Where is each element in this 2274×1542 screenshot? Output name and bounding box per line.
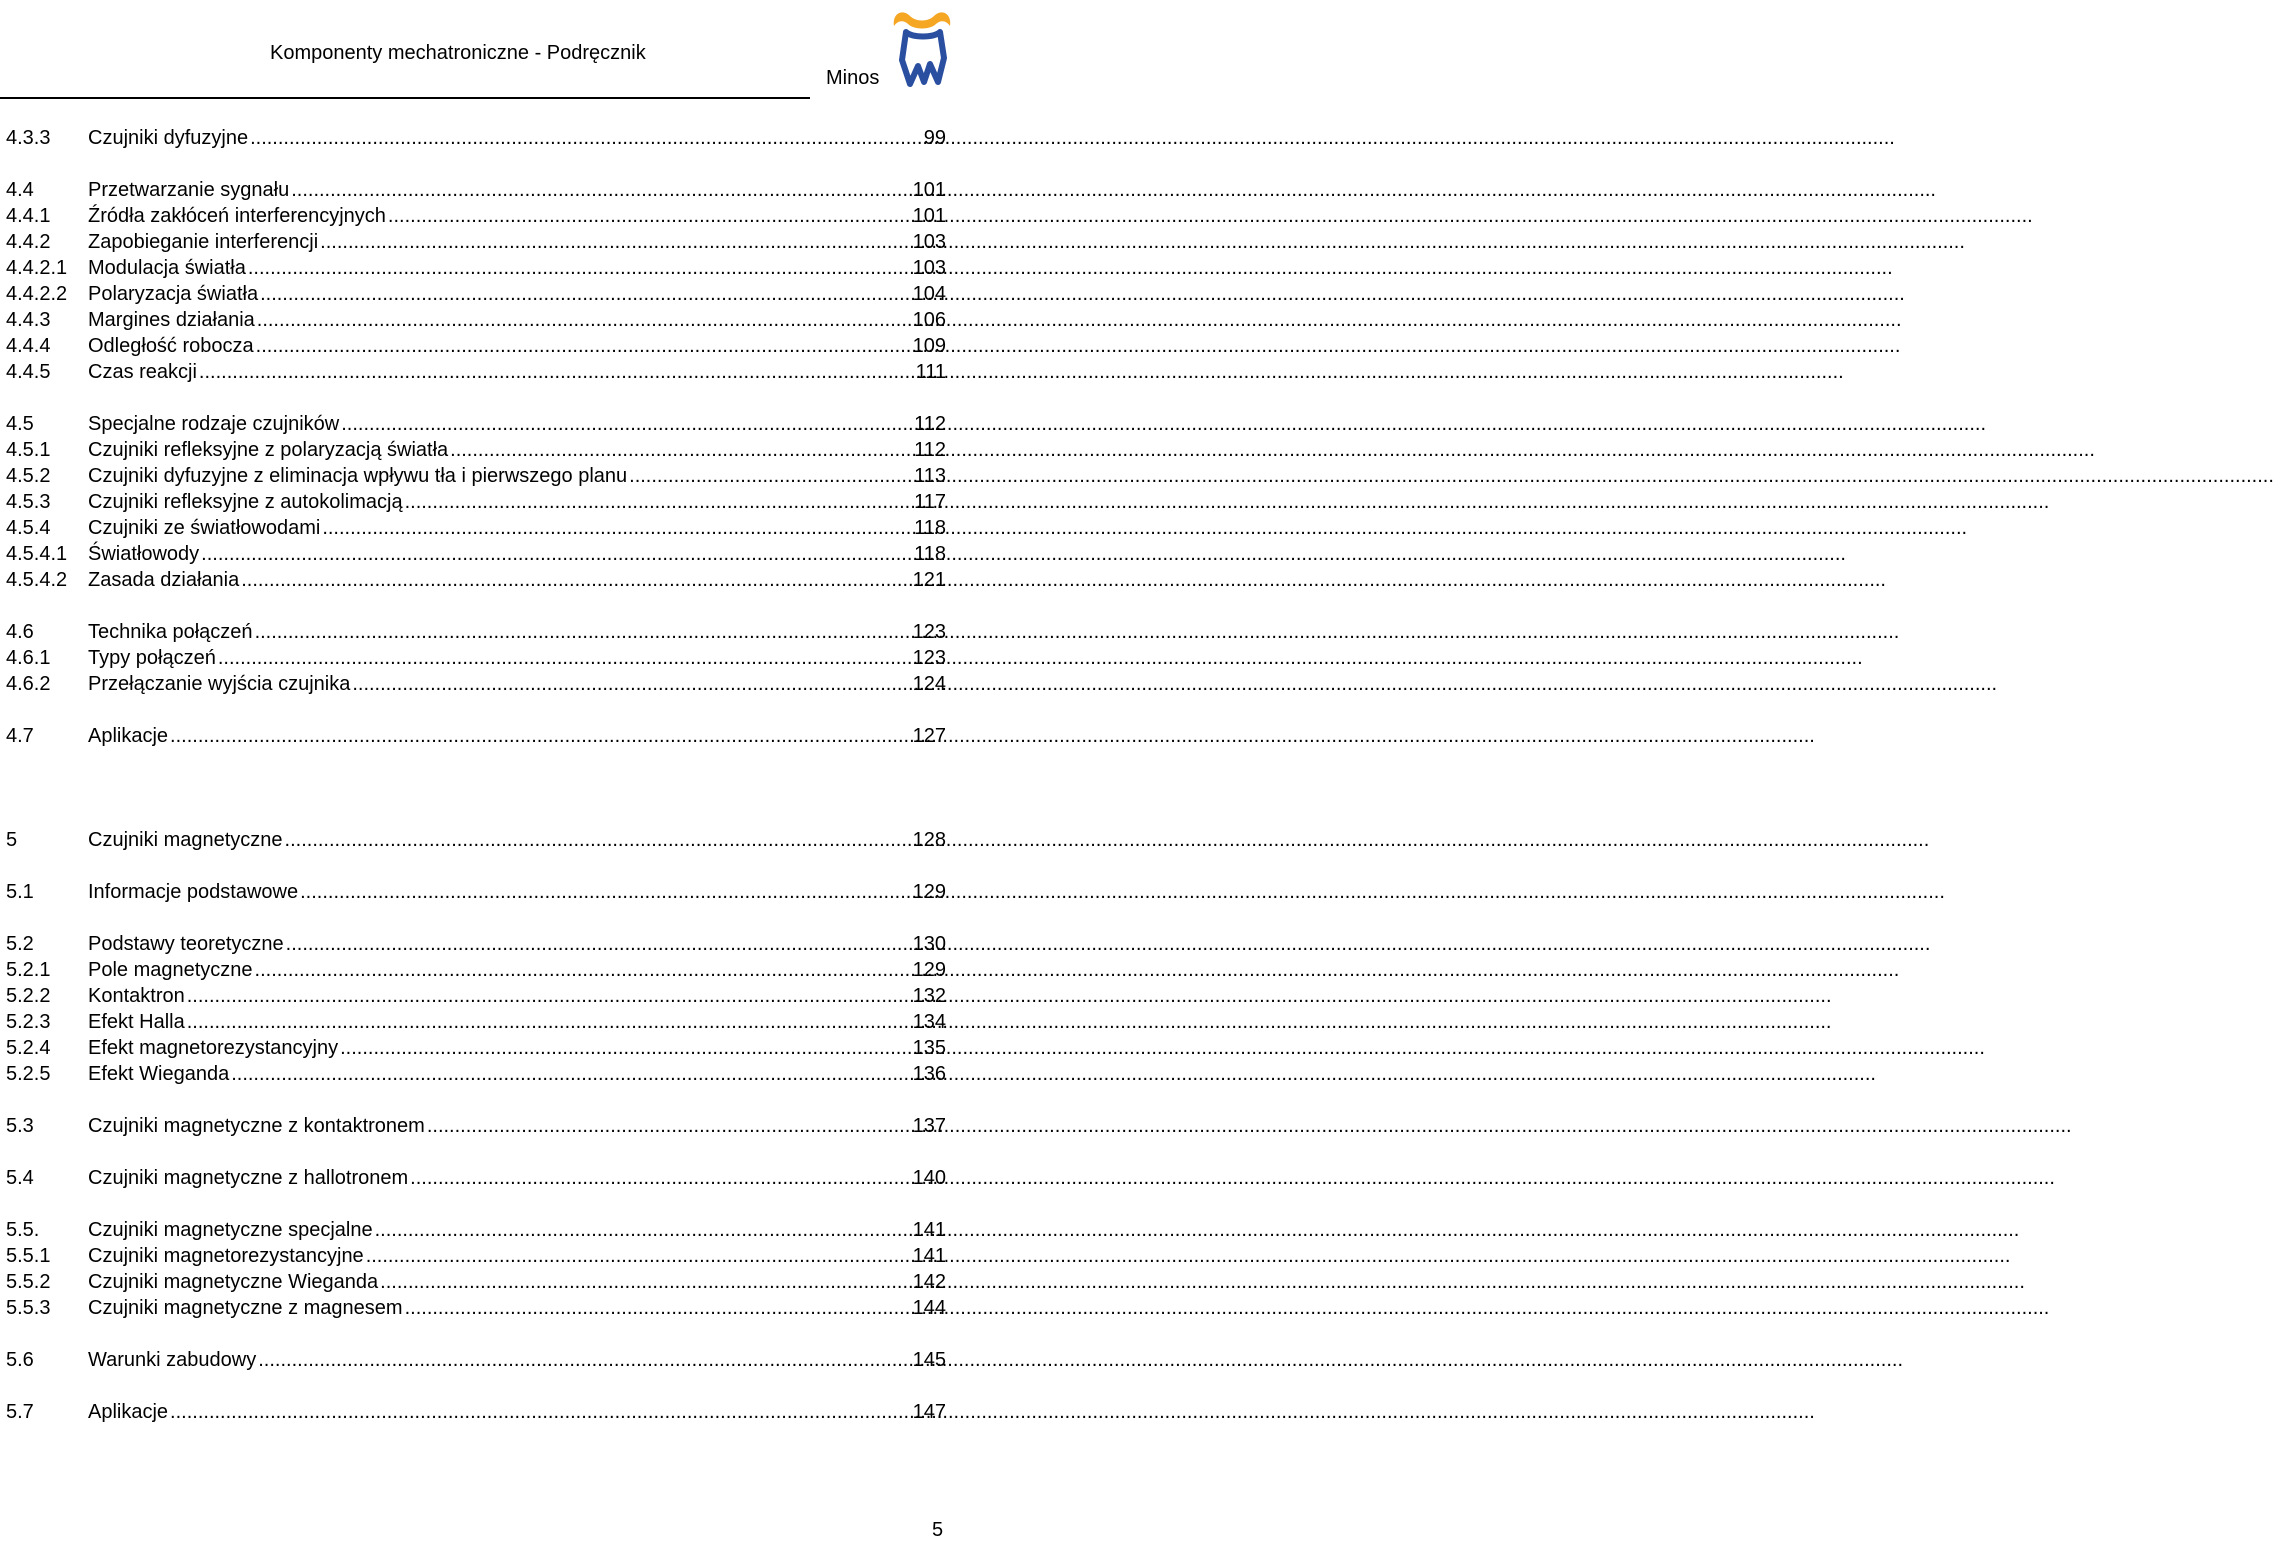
toc-dot-leader bbox=[254, 333, 909, 359]
minos-bull-logo-icon bbox=[888, 4, 956, 90]
toc-entry[interactable] bbox=[6, 619, 946, 645]
toc-entry-page: 103 bbox=[912, 257, 946, 279]
toc-dot-leader bbox=[199, 541, 910, 567]
toc-entry-page: 137 bbox=[912, 1115, 946, 1137]
toc-entry[interactable] bbox=[6, 333, 946, 359]
brand-name: Minos bbox=[826, 67, 880, 89]
toc-entry-number: 4.4.5 bbox=[6, 361, 51, 383]
toc-entry-title: Margines działania bbox=[88, 309, 255, 331]
toc-dot-leader bbox=[408, 1165, 908, 1191]
toc-entry-page: 128 bbox=[912, 829, 946, 851]
toc-entry[interactable] bbox=[6, 307, 946, 333]
toc-dot-leader bbox=[229, 1061, 908, 1087]
toc-entry[interactable] bbox=[6, 957, 946, 983]
toc-entry-number: 4.5.4.2 bbox=[6, 569, 68, 591]
toc-entry[interactable] bbox=[6, 1295, 946, 1321]
toc-entry-title: Czujniki magnetorezystancyjne bbox=[88, 1245, 364, 1267]
toc-entry[interactable] bbox=[6, 489, 946, 515]
toc-entry-number: 4.4.2 bbox=[6, 231, 51, 253]
toc-dot-leader bbox=[284, 931, 909, 957]
toc-entry[interactable] bbox=[6, 1269, 946, 1295]
toc-entry-number: 4.4.2.2 bbox=[6, 283, 68, 305]
toc-entry[interactable] bbox=[6, 463, 946, 489]
toc-entry-title: Kontaktron bbox=[88, 985, 185, 1007]
toc-entry-number: 5.5.3 bbox=[6, 1297, 51, 1319]
toc-entry-page: 124 bbox=[912, 673, 946, 695]
toc-entry-number: 5.3 bbox=[6, 1115, 34, 1137]
toc-entry-page: 117 bbox=[914, 491, 946, 513]
toc-dot-leader bbox=[168, 1399, 909, 1425]
toc-entry-title: Światłowody bbox=[88, 543, 200, 565]
toc-entry-page: 109 bbox=[912, 335, 946, 357]
toc-dot-leader bbox=[403, 1295, 909, 1321]
toc-entry[interactable] bbox=[6, 1347, 946, 1373]
toc-entry[interactable] bbox=[6, 229, 946, 255]
toc-entry-title: Zasada działania bbox=[88, 569, 240, 591]
toc-entry-page: 141 bbox=[912, 1219, 946, 1241]
toc-dot-leader bbox=[298, 879, 909, 905]
toc-entry-page: 144 bbox=[912, 1297, 946, 1319]
toc-entry-title: Efekt magnetorezystancyjny bbox=[88, 1037, 339, 1059]
toc-entry-page: 140 bbox=[912, 1167, 946, 1189]
toc-dot-leader bbox=[246, 255, 909, 281]
toc-entry-page: 136 bbox=[912, 1063, 946, 1085]
toc-entry[interactable] bbox=[6, 281, 946, 307]
toc-entry-number: 4.5.4 bbox=[6, 517, 51, 539]
toc-entry-title: Czas reakcji bbox=[88, 361, 197, 383]
toc-entry-number: 5.2.4 bbox=[6, 1037, 51, 1059]
toc-entry-title: Pole magnetyczne bbox=[88, 959, 253, 981]
toc-entry-page: 112 bbox=[914, 439, 946, 461]
toc-entry-number: 5.5. bbox=[6, 1219, 40, 1241]
toc-dot-leader bbox=[320, 515, 910, 541]
toc-entry-page: 103 bbox=[912, 231, 946, 253]
toc-entry-number: 4.4.3 bbox=[6, 309, 51, 331]
toc-entry-number: 4.5.2 bbox=[6, 465, 51, 487]
toc-dot-leader bbox=[318, 229, 908, 255]
toc-entry-title: Aplikacje bbox=[88, 725, 169, 747]
toc-entry-number: 5.5.2 bbox=[6, 1271, 51, 1293]
toc-dot-leader bbox=[283, 827, 909, 853]
toc-entry-number: 4.6.2 bbox=[6, 673, 51, 695]
toc-entry-page: 147 bbox=[912, 1401, 946, 1423]
toc-entry-page: 118 bbox=[914, 543, 946, 565]
toc-entry[interactable] bbox=[6, 645, 946, 671]
toc-entry-number: 5 bbox=[6, 829, 18, 851]
toc-dot-leader bbox=[185, 983, 909, 1009]
toc-entry[interactable] bbox=[6, 1399, 946, 1425]
toc-entry-title: Czujniki magnetyczne bbox=[88, 829, 283, 851]
toc-entry-title: Czujniki dyfuzyjne z eliminacja wpływu tła i pierwszego planu bbox=[88, 465, 628, 487]
toc-entry[interactable] bbox=[6, 1113, 946, 1139]
toc-dot-leader bbox=[185, 1009, 909, 1035]
toc-entry-number: 4.4.2.1 bbox=[6, 257, 68, 279]
toc-entry[interactable] bbox=[6, 411, 946, 437]
toc-entry-title: Przetwarzanie sygnału bbox=[88, 179, 290, 201]
toc-entry[interactable] bbox=[6, 1035, 946, 1061]
toc-dot-leader bbox=[216, 645, 909, 671]
toc-entry-number: 5.2 bbox=[6, 933, 34, 955]
toc-entry-title: Czujniki magnetyczne z kontaktronem bbox=[88, 1115, 425, 1137]
toc-dot-leader bbox=[253, 957, 909, 983]
page-number: 5 bbox=[932, 1519, 944, 1541]
toc-entry-page: 113 bbox=[914, 465, 946, 487]
toc-entry-title: Czujniki dyfuzyjne bbox=[88, 127, 249, 149]
toc-entry-title: Przełączanie wyjścia czujnika bbox=[88, 673, 351, 695]
toc-entry-number: 4.4.1 bbox=[6, 205, 51, 227]
toc-entry-page: 106 bbox=[912, 309, 946, 331]
toc-entry[interactable] bbox=[6, 983, 946, 1009]
toc-entry[interactable] bbox=[6, 1243, 946, 1269]
toc-entry-page: 123 bbox=[912, 621, 946, 643]
toc-dot-leader bbox=[448, 437, 910, 463]
toc-entry-title: Modulacja światła bbox=[88, 257, 246, 279]
toc-entry-title: Czujniki refleksyjne z autokolimacją bbox=[88, 491, 403, 513]
toc-entry-number: 5.6 bbox=[6, 1349, 34, 1371]
toc-entry-number: 4.4 bbox=[6, 179, 34, 201]
toc-entry-page: 134 bbox=[912, 1011, 946, 1033]
toc-entry[interactable] bbox=[6, 879, 946, 905]
toc-entry-title: Zapobieganie interferencji bbox=[88, 231, 319, 253]
toc-entry-number: 4.6.1 bbox=[6, 647, 51, 669]
toc-entry-number: 4.6 bbox=[6, 621, 34, 643]
toc-entry-page: 112 bbox=[914, 413, 946, 435]
toc-entry-title: Polaryzacja światła bbox=[88, 283, 259, 305]
toc-entry[interactable] bbox=[6, 723, 946, 749]
toc-entry-number: 4.5 bbox=[6, 413, 34, 435]
toc-entry-page: 130 bbox=[912, 933, 946, 955]
toc-entry[interactable] bbox=[6, 255, 946, 281]
toc-entry-page: 118 bbox=[914, 517, 946, 539]
toc-entry[interactable] bbox=[6, 931, 946, 957]
toc-dot-leader bbox=[338, 1035, 909, 1061]
toc-entry[interactable] bbox=[6, 671, 946, 697]
toc-dot-leader bbox=[255, 307, 909, 333]
toc-entry-page: 129 bbox=[912, 959, 946, 981]
document-title: Komponenty mechatroniczne - Podręcznik bbox=[270, 42, 646, 64]
toc-entry-page: 111 bbox=[915, 361, 946, 383]
toc-entry-title: Czujniki magnetyczne z hallotronem bbox=[88, 1167, 409, 1189]
toc-entry-number: 4.3.3 bbox=[6, 127, 51, 149]
toc-dot-leader bbox=[197, 359, 912, 385]
header-divider bbox=[0, 97, 810, 99]
toc-entry[interactable] bbox=[6, 515, 946, 541]
toc-entry-number: 5.7 bbox=[6, 1401, 34, 1423]
toc-dot-leader bbox=[403, 489, 911, 515]
toc-entry-page: 101 bbox=[912, 179, 946, 201]
toc-entry-page: 141 bbox=[912, 1245, 946, 1267]
toc-dot-leader bbox=[364, 1243, 909, 1269]
toc-dot-leader bbox=[425, 1113, 909, 1139]
toc-dot-leader bbox=[253, 619, 909, 645]
toc-entry-title: Czujniki magnetyczne z magnesem bbox=[88, 1297, 403, 1319]
toc-entry-page: 127 bbox=[912, 725, 946, 747]
toc-entry[interactable] bbox=[6, 541, 946, 567]
toc-dot-leader bbox=[373, 1217, 909, 1243]
toc-entry-title: Czujniki ze światłowodami bbox=[88, 517, 321, 539]
toc-entry-title: Czujniki magnetyczne specjalne bbox=[88, 1219, 373, 1241]
toc-entry-title: Odległość robocza bbox=[88, 335, 254, 357]
toc-entry-number: 5.2.2 bbox=[6, 985, 51, 1007]
toc-entry-page: 132 bbox=[912, 985, 946, 1007]
toc-entry-title: Czujniki magnetyczne Wieganda bbox=[88, 1271, 379, 1293]
toc-dot-leader bbox=[248, 125, 920, 151]
toc-entry-number: 4.4.4 bbox=[6, 335, 51, 357]
toc-entry-page: 101 bbox=[912, 205, 946, 227]
toc-entry-number: 5.2.1 bbox=[6, 959, 51, 981]
toc-entry[interactable] bbox=[6, 567, 946, 593]
toc-entry-title: Typy połączeń bbox=[88, 647, 216, 669]
toc-entry-number: 5.4 bbox=[6, 1167, 34, 1189]
toc-entry-page: 104 bbox=[912, 283, 946, 305]
toc-entry[interactable] bbox=[6, 437, 946, 463]
toc-dot-leader bbox=[339, 411, 910, 437]
toc-entry-number: 4.5.3 bbox=[6, 491, 51, 513]
toc-entry[interactable] bbox=[6, 177, 946, 203]
toc-dot-leader bbox=[168, 723, 909, 749]
toc-dot-leader bbox=[378, 1269, 908, 1295]
toc-entry-number: 4.5.4.1 bbox=[6, 543, 68, 565]
toc-entry-title: Warunki zabudowy bbox=[88, 1349, 257, 1371]
toc-entry-page: 123 bbox=[912, 647, 946, 669]
toc-entry-title: Podstawy teoretyczne bbox=[88, 933, 284, 955]
toc-dot-leader bbox=[256, 1347, 908, 1373]
toc-dot-leader bbox=[386, 203, 909, 229]
toc-dot-leader bbox=[350, 671, 908, 697]
toc-entry-number: 5.2.3 bbox=[6, 1011, 51, 1033]
toc-entry[interactable] bbox=[6, 1217, 946, 1243]
toc-entry-page: 121 bbox=[912, 569, 946, 591]
page-header bbox=[0, 0, 960, 100]
toc-dot-leader bbox=[289, 177, 908, 203]
toc-entry[interactable] bbox=[6, 827, 946, 853]
toc-entry-page: 145 bbox=[912, 1349, 946, 1371]
toc-entry-title: Aplikacje bbox=[88, 1401, 169, 1423]
toc-entry-title: Informacje podstawowe bbox=[88, 881, 299, 903]
toc-entry-number: 4.5.1 bbox=[6, 439, 51, 461]
toc-entry-title: Czujniki refleksyjne z polaryzacją światła bbox=[88, 439, 449, 461]
toc-entry-title: Efekt Halla bbox=[88, 1011, 185, 1033]
toc-entry-number: 5.2.5 bbox=[6, 1063, 51, 1085]
toc-dot-leader bbox=[627, 463, 910, 489]
toc-entry[interactable] bbox=[6, 1061, 946, 1087]
toc-entry[interactable] bbox=[6, 1009, 946, 1035]
toc-entry-page: 129 bbox=[912, 881, 946, 903]
toc-entry-title: Technika połączeń bbox=[88, 621, 253, 643]
toc-dot-leader bbox=[239, 567, 908, 593]
toc-entry[interactable] bbox=[6, 1165, 946, 1191]
toc-entry-number: 5.5.1 bbox=[6, 1245, 51, 1267]
toc-entry-title: Źródła zakłóceń interferencyjnych bbox=[88, 205, 386, 227]
toc-entry[interactable] bbox=[6, 203, 946, 229]
toc-entry-title: Specjalne rodzaje czujników bbox=[88, 413, 340, 435]
toc-entry-title: Efekt Wieganda bbox=[88, 1063, 230, 1085]
toc-entry-page: 135 bbox=[912, 1037, 946, 1059]
toc-entry-number: 4.7 bbox=[6, 725, 34, 747]
toc-entry[interactable] bbox=[6, 359, 946, 385]
toc-entry-number: 5.1 bbox=[6, 881, 34, 903]
toc-entry[interactable] bbox=[6, 125, 946, 151]
toc-entry-page: 142 bbox=[912, 1271, 946, 1293]
toc-entry-page: 99 bbox=[923, 127, 946, 149]
toc-dot-leader bbox=[258, 281, 909, 307]
